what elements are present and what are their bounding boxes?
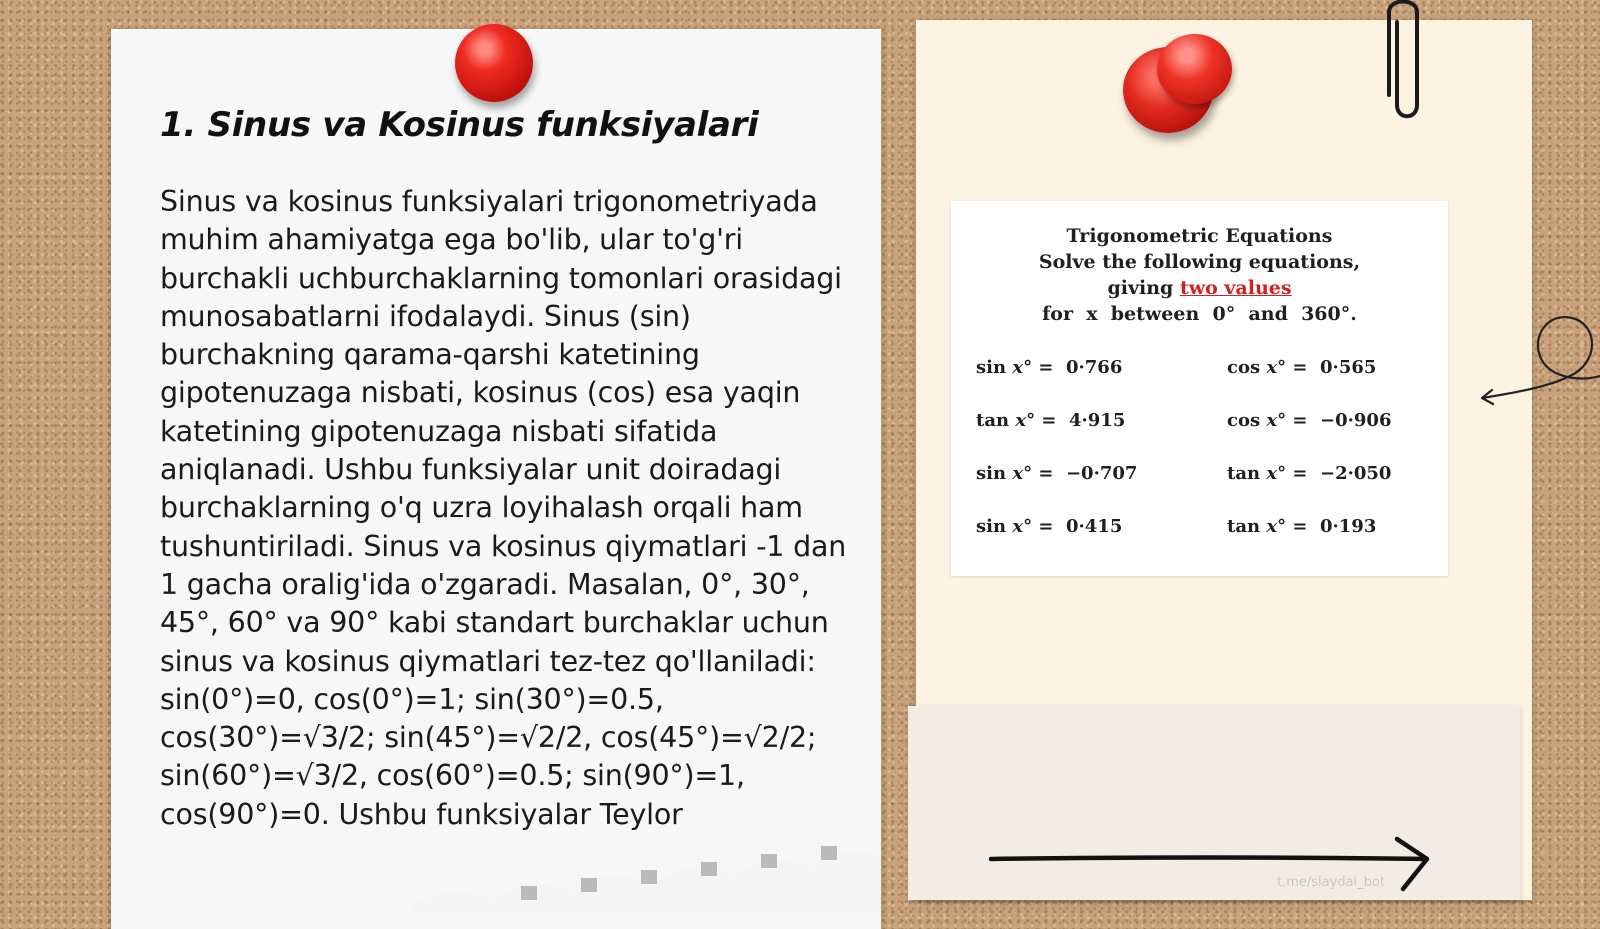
equations-card: [951, 201, 1448, 576]
body-paragraph: Sinus va kosinus funksiyalari trigonometriyada muhim ahamiyatga ega bo'lib, ular to'g'ri burchakli uchburchaklarning tomonlari orasidagi munosabatlarni ifodalaydi. Sinus (sin) burchakning qarama-qarshi katetining gipotenuzaga nisbati, kosinus (cos) esa yaqin katetining gipotenuzaga nisbati sifatida aniqlanadi. Ushbu funksiyalar unit doiradagi burchaklarning o'q uzra loyihalash orqali ham tushuntiriladi. Sinus va kosinus qiymatlari -1 dan 1 gacha oralig'ida o'zgaradi. Masalan, 0°, 30°, 45°, 60° va 90° kabi standart burchaklar uchun sinus va kosinus qiymatlari tez-tez qo'llaniladi: sin(0°)=0, cos(0°)=1; sin(30°)=0.5, cos(30°)=√3/2; sin(45°)=√2/2, cos(45°)=√2/2; sin(60°)=√3/2, cos(60°)=0.5; sin(90°)=1, cos(90°)=0. Ushbu funksiyalar Teylor: [160, 185, 847, 831]
push-pin-icon: [455, 24, 533, 102]
equations-title: Trigonometric Equations: [1066, 225, 1333, 247]
equations-header: [951, 223, 1448, 327]
equation-5: sin x° = −0·707: [976, 463, 1138, 484]
push-pin-icon: [1157, 34, 1232, 104]
equations-range: for x between 0° and 360°.: [1042, 303, 1357, 325]
two-values-highlight: two values: [1179, 277, 1292, 299]
equation-7: sin x° = 0·415: [976, 516, 1123, 537]
paperclip-icon: [1377, 0, 1427, 125]
equation-8: tan x° = 0·193: [1227, 516, 1377, 537]
torn-tape-decoration: [411, 824, 881, 914]
equation-4: cos x° = −0·906: [1227, 410, 1392, 431]
equations-instruction-values: [951, 275, 1448, 301]
equation-6: tan x° = −2·050: [1227, 463, 1392, 484]
left-note-paper: [111, 29, 881, 929]
page-title: 1. Sinus va Kosinus funksiyalari: [160, 105, 759, 145]
giving-text: giving: [1107, 277, 1174, 299]
equation-3: tan x° = 4·915: [976, 410, 1126, 431]
watermark-text: t.me/slaydai_bot: [1277, 875, 1385, 890]
equation-1: sin x° = 0·766: [976, 357, 1123, 378]
equation-2: cos x° = 0·565: [1227, 357, 1377, 378]
equations-instruction: Solve the following equations,: [1038, 251, 1361, 273]
loop-arrow-icon: [1480, 312, 1600, 412]
